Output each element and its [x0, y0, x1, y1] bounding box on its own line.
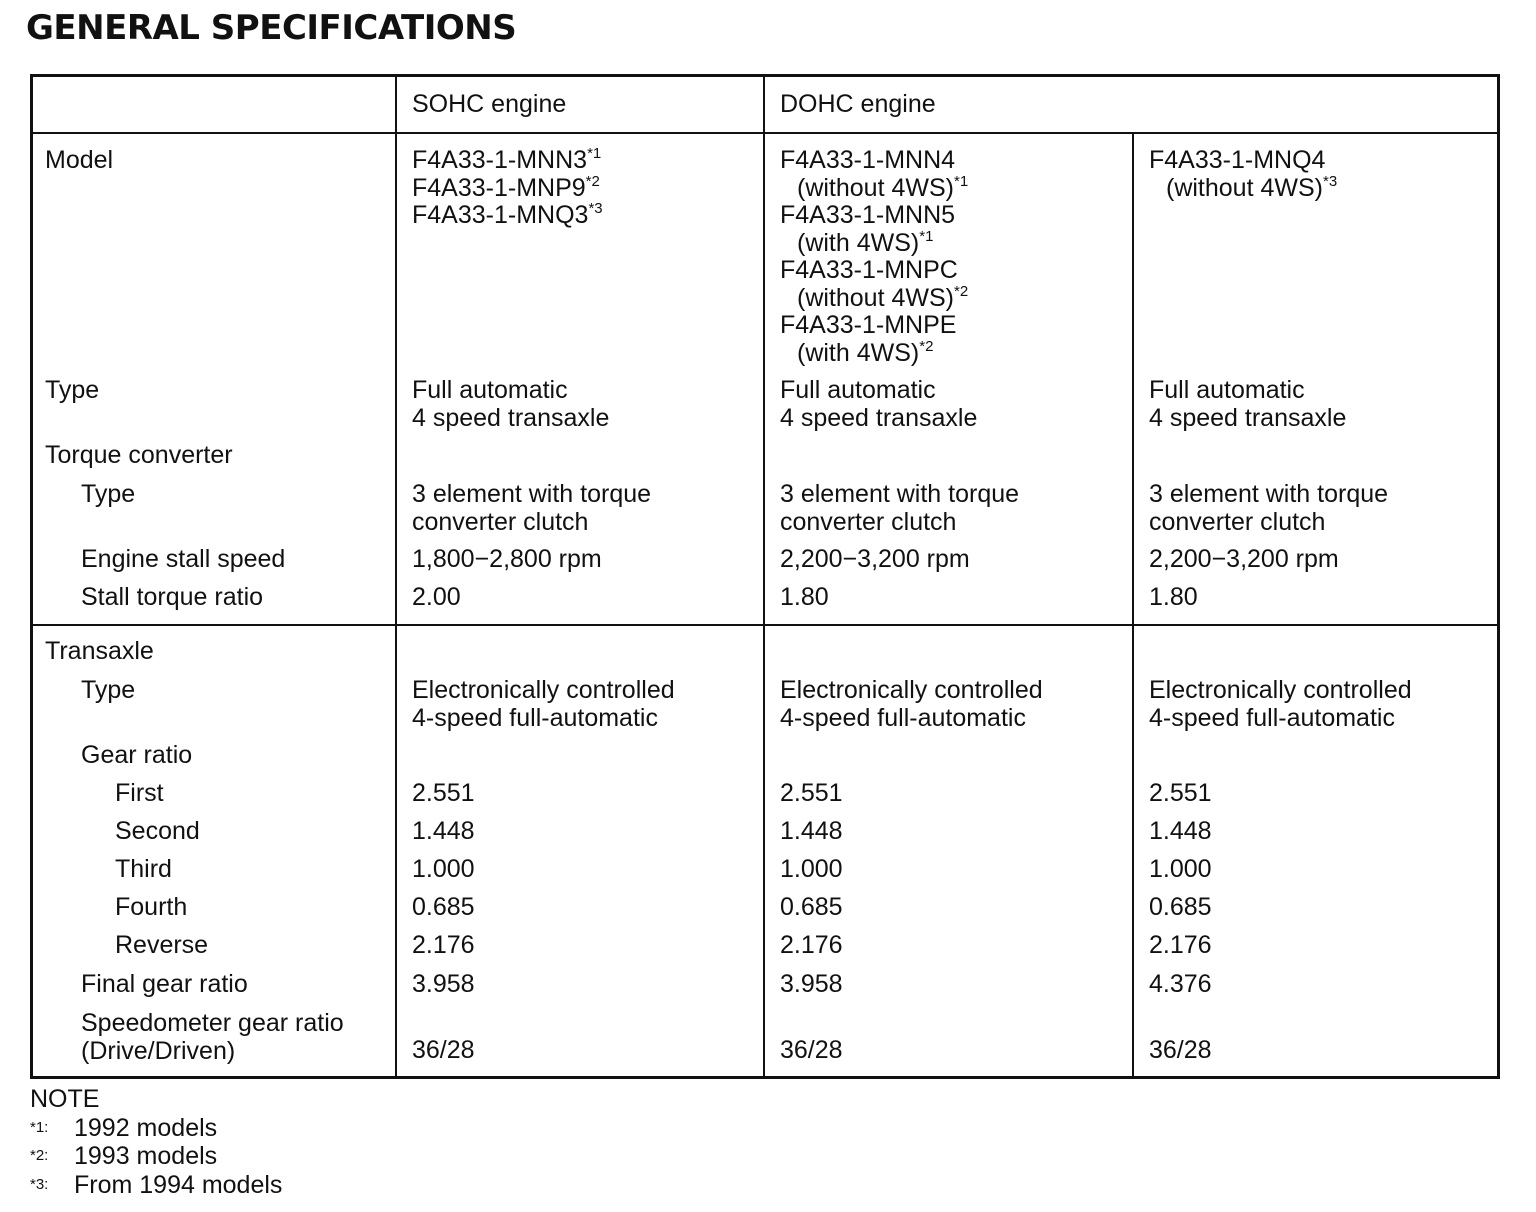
gear-value: 0.685	[780, 893, 843, 921]
model-line: (without 4WS)$^{*3}$	[1166, 172, 1338, 202]
model-line: F4A33-1-MNPC	[780, 256, 958, 284]
model-line: (without 4WS)$^{*1}$	[797, 172, 969, 202]
gear-value: 1.448	[1149, 817, 1212, 845]
row-label-tc-type: Type	[81, 480, 136, 508]
row-label-torque-converter: Torque converter	[45, 441, 233, 469]
gear-value: 2.551	[1149, 779, 1212, 807]
gear-value: 2.551	[412, 779, 475, 807]
model-line: (with 4WS)$^{*1}$	[797, 227, 934, 257]
stall-speed-dohc-b: 2,200−3,200 rpm	[1149, 545, 1339, 573]
page-title: GENERAL SPECIFICATIONS	[26, 8, 517, 48]
note-heading: NOTE	[30, 1085, 100, 1113]
notes	[30, 1086, 282, 1199]
transaxle-type-sohc: Electronically controlled 4-speed full-automatic	[412, 676, 675, 732]
gear-label-first: First	[115, 779, 164, 807]
final-gear-dohc-b: 4.376	[1149, 970, 1212, 998]
model-line: F4A33-1-MNQ4	[1149, 146, 1326, 174]
gear-value: 1.448	[780, 817, 843, 845]
final-gear-dohc-a: 3.958	[780, 970, 843, 998]
transaxle-type-dohc-b: Electronically controlled 4-speed full-automatic	[1149, 676, 1412, 732]
stall-speed-dohc-a: 2,200−3,200 rpm	[780, 545, 970, 573]
column-header-sohc: SOHC engine	[412, 90, 567, 118]
model-sohc	[412, 147, 603, 230]
gear-value: 0.685	[1149, 893, 1212, 921]
row-label-transaxle-type: Type	[81, 676, 136, 704]
model-dohc-b	[1149, 147, 1337, 202]
row-label-stall-torque: Stall torque ratio	[81, 583, 264, 611]
gear-value: 2.176	[1149, 931, 1212, 959]
row-label-stall-speed: Engine stall speed	[81, 545, 286, 573]
stall-torque-dohc-b: 1.80	[1149, 583, 1198, 611]
type-sohc: Full automatic 4 speed transaxle	[412, 376, 610, 432]
gear-label-fourth: Fourth	[115, 893, 188, 921]
note-item: *2: 1993 models	[30, 1142, 218, 1170]
note-item: *1: 1992 models	[30, 1113, 218, 1142]
tc-type-sohc: 3 element with torque converter clutch	[412, 480, 652, 536]
spec-table	[30, 74, 1500, 1079]
gear-value: 1.000	[780, 855, 843, 883]
tc-type-dohc-a: 3 element with torque converter clutch	[780, 480, 1020, 536]
type-dohc-a: Full automatic 4 speed transaxle	[780, 376, 978, 432]
row-label-speedometer: Speedometer gear ratio (Drive/Driven)	[81, 1009, 344, 1065]
gear-label-third: Third	[115, 855, 172, 883]
model-line: F4A33-1-MNQ3$^{*3}$	[412, 200, 603, 229]
type-dohc-b: Full automatic 4 speed transaxle	[1149, 376, 1347, 432]
gear-value: 1.000	[1149, 855, 1212, 883]
gear-value: 2.551	[780, 779, 843, 807]
gear-value: 2.176	[412, 931, 475, 959]
row-label-model: Model	[45, 146, 114, 174]
header-divider	[33, 132, 1497, 134]
column-header-dohc: DOHC engine	[780, 90, 936, 118]
model-line: F4A33-1-MNN4	[780, 146, 956, 174]
gear-value: 1.448	[412, 817, 475, 845]
model-line: F4A33-1-MNN5	[780, 201, 956, 229]
speedo-sohc: 36/28	[412, 1036, 475, 1064]
gear-label-reverse: Reverse	[115, 931, 209, 959]
row-label-type: Type	[45, 376, 100, 404]
gear-value: 2.176	[780, 931, 843, 959]
stall-torque-sohc: 2.00	[412, 583, 461, 611]
final-gear-sohc: 3.958	[412, 970, 475, 998]
model-line: (without 4WS)$^{*2}$	[797, 282, 969, 312]
speedo-dohc-b: 36/28	[1149, 1036, 1212, 1064]
model-line: F4A33-1-MNN3$^{*1}$	[412, 145, 602, 174]
transaxle-type-dohc-a: Electronically controlled 4-speed full-automatic	[780, 676, 1043, 732]
gear-value: 0.685	[412, 893, 475, 921]
stall-torque-dohc-a: 1.80	[780, 583, 829, 611]
gear-label-second: Second	[115, 817, 200, 845]
model-line: (with 4WS)$^{*2}$	[797, 337, 934, 367]
row-label-transaxle: Transaxle	[45, 637, 154, 665]
row-label-gear-ratio: Gear ratio	[81, 741, 193, 769]
tc-type-dohc-b: 3 element with torque converter clutch	[1149, 480, 1389, 536]
column-divider	[763, 77, 765, 1076]
speedo-dohc-a: 36/28	[780, 1036, 843, 1064]
model-line: F4A33-1-MNPE	[780, 311, 957, 339]
model-line: F4A33-1-MNP9$^{*2}$	[412, 172, 600, 202]
row-label-final-gear-ratio: Final gear ratio	[81, 970, 248, 998]
section-divider	[33, 624, 1497, 626]
column-divider	[395, 77, 397, 1076]
stall-speed-sohc: 1,800−2,800 rpm	[412, 545, 602, 573]
note-item: *3: From 1994 models	[30, 1170, 283, 1199]
model-dohc-a	[780, 147, 968, 367]
gear-value: 1.000	[412, 855, 475, 883]
column-divider	[1132, 134, 1134, 1076]
